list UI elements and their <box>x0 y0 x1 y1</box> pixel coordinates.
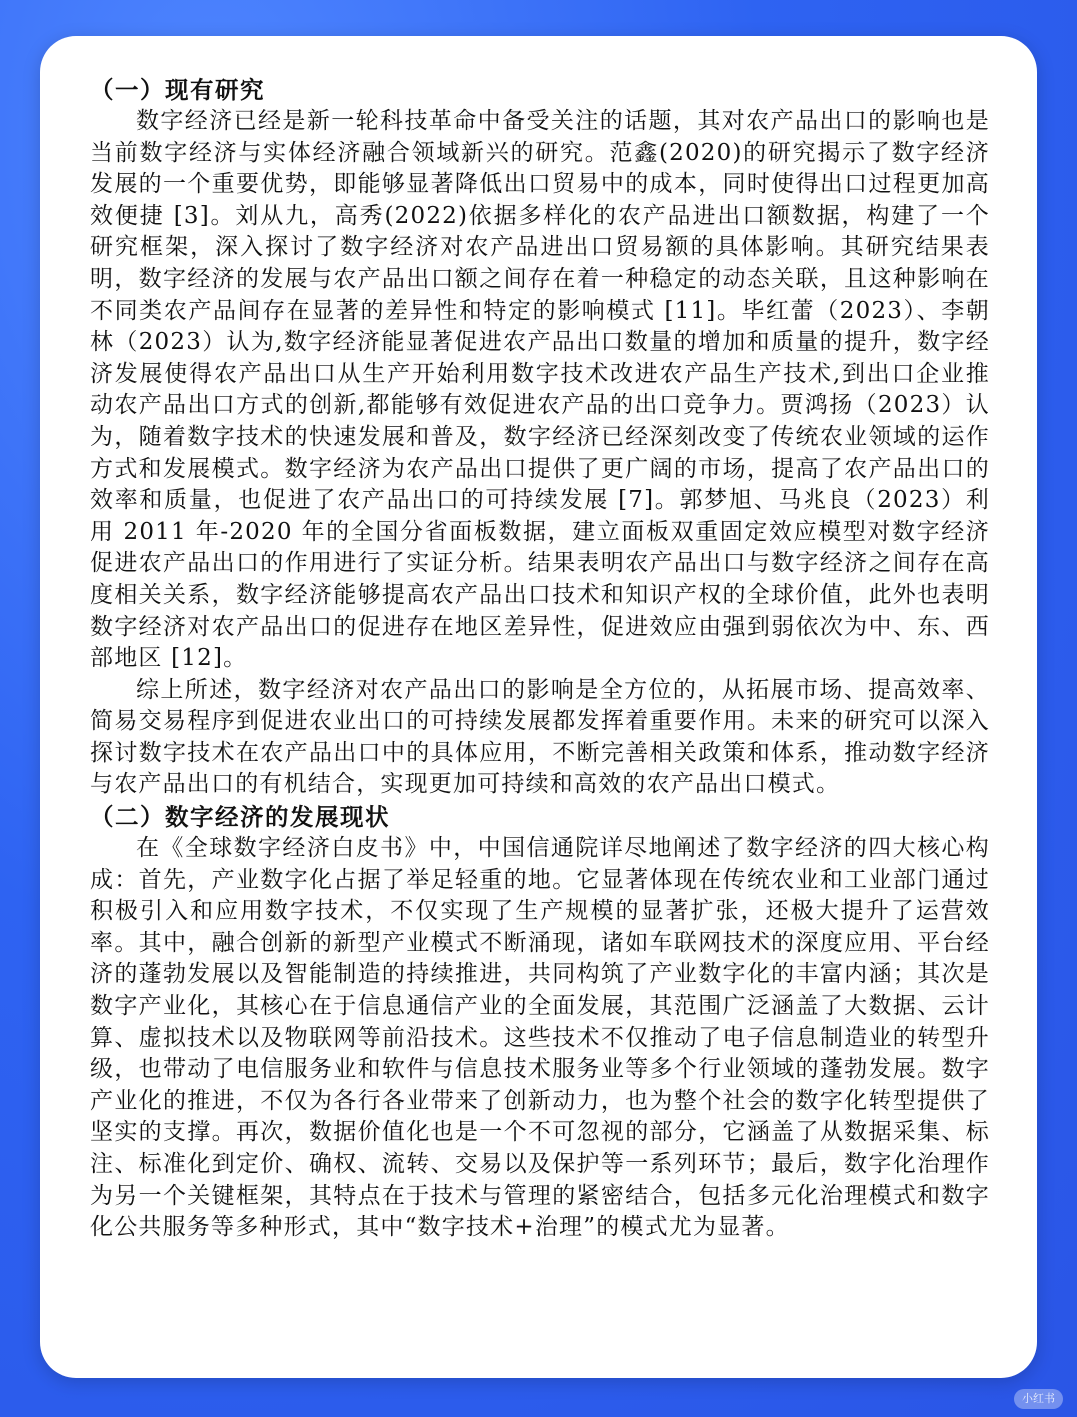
paragraph-literature-review: 数字经济已经是新一轮科技革命中备受关注的话题，其对农产品出口的影响也是当前数字经济与实体经济融合领域新兴的研究。范鑫(2020)的研究揭示了数字经济发展的一个重要优势，即能够显著降低出口贸易中的成本，同时使得出口过程更加高效便捷 [3]。刘从九，高秀(2022)依据多样化的农产品进出口额数据，构建了一个研究框架，深入探讨了数字经济对农产品进出口贸易额的具体影响。其研究结果表明，数字经济的发展与农产品出口额之间存在着一种稳定的动态关联，且这种影响在不同类农产品间存在显著的差异性和特定的影响模式 [11]。毕红蕾（2023）、李朝林（2023）认为,数字经济能显著促进农产品出口数量的增加和质量的提升，数字经济发展使得农产品出口从生产开始利用数字技术改进农产品生产技术,到出口企业推动农产品出口方式的创新,都能够有效促进农产品的出口竞争力。贾鸿扬（2023）认为，随着数字技术的快速发展和普及，数字经济已经深刻改变了传统农业领域的运作方式和发展模式。数字经济为农产品出口提供了更广阔的市场，提高了农产品出口的效率和质量，也促进了农产品出口的可持续发展 [7]。郭梦旭、马兆良（2023）利用 2011 年-2020 年的全国分省面板数据，建立面板双重固定效应模型对数字经济促进农产品出口的作用进行了实证分析。结果表明农产品出口与数字经济之间存在高度相关关系，数字经济能够提高农产品出口技术和知识产权的全球价值，此外也表明数字经济对农产品出口的促进存在地区差异性，促进效应由强到弱依次为中、东、西部地区 [12]。 <box>90 108 990 672</box>
paragraph-summary: 综上所述，数字经济对农产品出口的影响是全方位的，从拓展市场、提高效率、简易交易程序到促进农业出口的可持续发展都发挥着重要作用。未来的研究可以深入探讨数字技术在农产品出口中的具体应用，不断完善相关政策和体系，推动数字经济与农产品出口的有机结合，实现更加可持续和高效的农产品出口模式。 <box>90 676 990 798</box>
section-heading-digital-economy-status: （二）数字经济的发展现状 <box>90 803 390 832</box>
document-body <box>90 74 990 1244</box>
watermark-logo: 小红书 <box>1014 1389 1063 1409</box>
document-card <box>40 36 1037 1378</box>
paragraph-digital-economy-components: 在《全球数字经济白皮书》中，中国信通院详尽地阐述了数字经济的四大核心构成：首先，产业数字化占据了举足轻重的地。它显著体现在传统农业和工业部门通过积极引入和应用数字技术，不仅实现了生产规模的显著扩张，还极大提升了运营效率。其中，融合创新的新型产业模式不断涌现，诸如车联网技术的深度应用、平台经济的蓬勃发展以及智能制造的持续推进，共同构筑了产业数字化的丰富内涵；其次是数字产业化，其核心在于信息通信产业的全面发展，其范围广泛涵盖了大数据、云计算、虚拟技术以及物联网等前沿技术。这些技术不仅推动了电子信息制造业的转型升级，也带动了电信服务业和软件与信息技术服务业等多个行业领域的蓬勃发展。数字产业化的推进，不仅为各行各业带来了创新动力，也为整个社会的数字化转型提供了坚实的支撑。再次，数据价值化也是一个不可忽视的部分，它涵盖了从数据采集、标注、标准化到定价、确权、流转、交易以及保护等一系列环节；最后，数字化治理作为另一个关键框架，其特点在于技术与管理的紧密结合，包括多元化治理模式和数字化公共服务等多种形式，其中“数字技术+治理”的模式尤为显著。 <box>90 835 990 1241</box>
section-heading-current-research: （一）现有研究 <box>90 76 265 104</box>
